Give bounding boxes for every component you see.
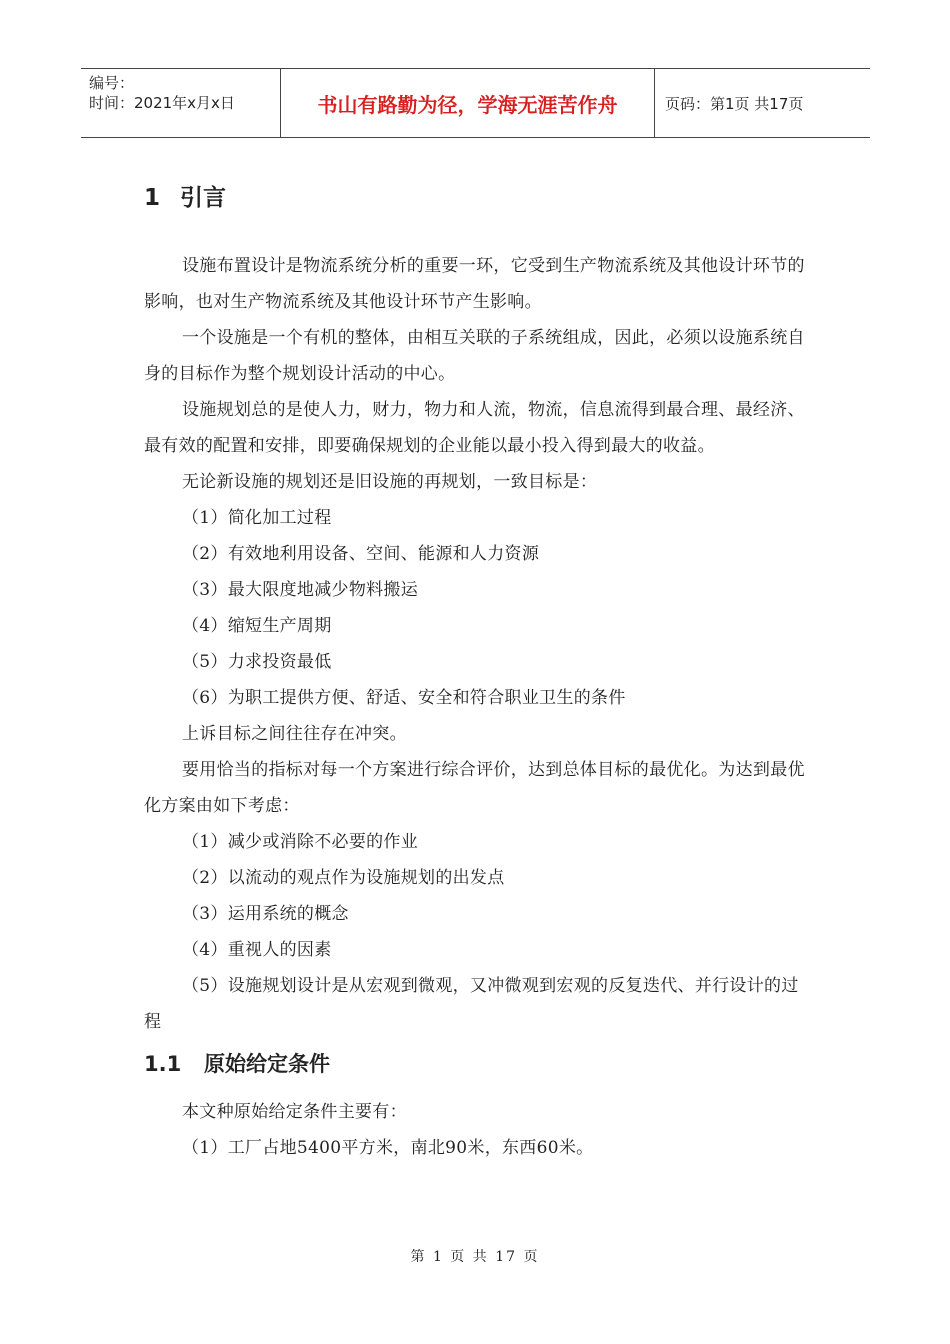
goal-item: （2）有效地利用设备、空间、能源和人力资源 xyxy=(182,544,540,564)
goal-item: （5）力求投资最低 xyxy=(182,652,332,672)
consideration-item: （3）运用系统的概念 xyxy=(182,904,349,924)
header-motto: 书山有路勤为径，学海无涯苦作舟 xyxy=(281,69,655,137)
section-heading-1-1 xyxy=(144,1042,809,1086)
section-number: 1.1 xyxy=(144,1052,182,1076)
number-label: 编号： xyxy=(89,74,135,92)
page-header xyxy=(81,68,870,138)
paragraph: 要用恰当的指标对每一个方案进行综合评价，达到总体目标的最优化。为达到最优化方案由如下考虑： xyxy=(144,760,805,816)
section-heading-1 xyxy=(144,178,809,218)
section-title: 原始给定条件 xyxy=(204,1052,330,1076)
header-page-info: 页码：第1页 共17页 xyxy=(665,94,804,113)
consideration-item: （1）减少或消除不必要的作业 xyxy=(182,832,419,852)
paragraph: 设施规划总的是使人力，财力，物力和人流，物流，信息流得到最合理、最经济、最有效的配置和安排，即要确保规划的企业能以最小投入得到最大的收益。 xyxy=(144,400,805,456)
consideration-item: （5）设施规划设计是从宏观到微观，又冲微观到宏观的反复迭代、并行设计的过程 xyxy=(144,976,799,1032)
time-label: 时间：2021年x月x日 xyxy=(89,94,235,112)
paragraph: 无论新设施的规划还是旧设施的再规划，一致目标是： xyxy=(182,472,598,492)
condition-item: （1）工厂占地5400平方米，南北90米，东西60米。 xyxy=(182,1138,594,1158)
paragraph: 一个设施是一个有机的整体，由相互关联的子系统组成，因此，必须以设施系统自身的目标作为整个规划设计活动的中心。 xyxy=(144,328,805,384)
goal-item: （4）缩短生产周期 xyxy=(182,616,332,636)
section-title: 引言 xyxy=(180,185,226,211)
paragraph: 本文种原始给定条件主要有： xyxy=(182,1102,407,1122)
goal-item: （6）为职工提供方便、舒适、安全和符合职业卫生的条件 xyxy=(182,688,626,708)
page-footer: 第 1 页 共 17 页 xyxy=(410,1249,540,1265)
consideration-item: （4）重视人的因素 xyxy=(182,940,332,960)
header-meta xyxy=(81,69,281,137)
goal-item: （3）最大限度地减少物料搬运 xyxy=(182,580,419,600)
paragraph: 上诉目标之间往往存在冲突。 xyxy=(182,724,407,744)
paragraph: 设施布置设计是物流系统分析的重要一环，它受到生产物流系统及其他设计环节的影响，也对生产物流系统及其他设计环节产生影响。 xyxy=(144,256,805,312)
consideration-item: （2）以流动的观点作为设施规划的出发点 xyxy=(182,868,505,888)
document-body xyxy=(144,178,809,1166)
goal-item: （1）简化加工过程 xyxy=(182,508,332,528)
section-number: 1 xyxy=(144,185,161,211)
